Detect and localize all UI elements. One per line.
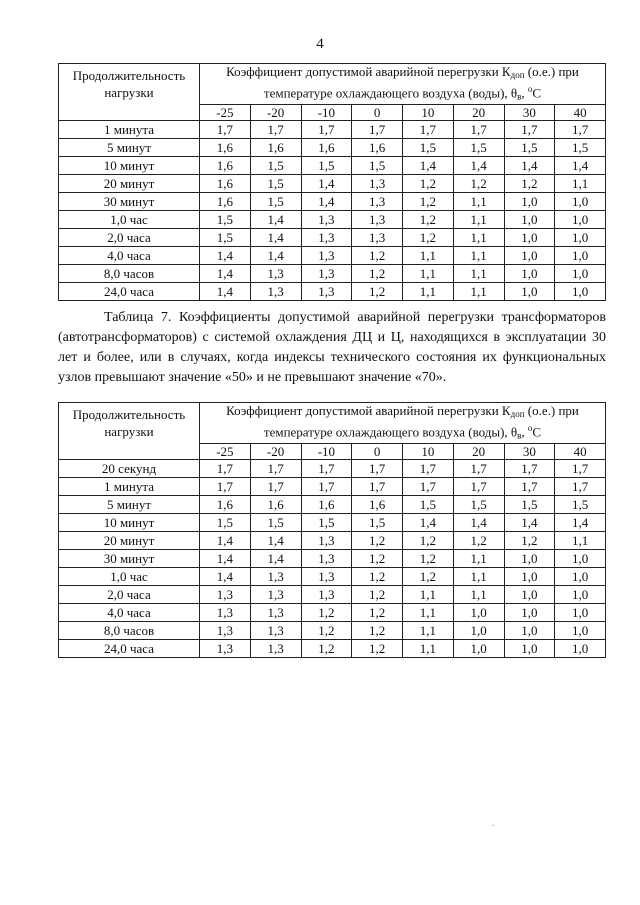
coefficient-cell: 1,3 <box>352 229 403 247</box>
coefficient-cell: 1,0 <box>504 283 555 301</box>
coefficient-cell: 1,6 <box>200 193 251 211</box>
coefficient-cell: 1,4 <box>504 157 555 175</box>
margin-mark: . <box>492 818 495 829</box>
duration-cell: 10 минут <box>59 514 200 532</box>
coefficient-cell: 1,3 <box>301 283 352 301</box>
coefficient-cell: 1,5 <box>301 514 352 532</box>
coefficient-cell: 1,2 <box>352 550 403 568</box>
table-row <box>59 622 606 640</box>
coefficient-cell: 1,4 <box>403 157 454 175</box>
coefficient-cell: 1,3 <box>200 586 251 604</box>
coefficient-cell: 1,2 <box>352 532 403 550</box>
coefficient-cell: 1,0 <box>504 568 555 586</box>
coefficient-cell: 1,3 <box>301 550 352 568</box>
coefficient-cell: 1,2 <box>504 532 555 550</box>
coefficient-cell: 1,4 <box>301 193 352 211</box>
coefficient-cell: 1,0 <box>555 586 606 604</box>
table-row <box>59 175 606 193</box>
table-body <box>59 121 606 301</box>
coefficient-cell: 1,5 <box>200 229 251 247</box>
coefficient-cell: 1,4 <box>200 283 251 301</box>
duration-cell: 20 секунд <box>59 460 200 478</box>
coefficient-cell: 1,1 <box>453 211 504 229</box>
coefficient-cell: 1,7 <box>250 478 301 496</box>
temperature-cell: -25 <box>200 444 251 460</box>
coefficient-cell: 1,5 <box>453 496 504 514</box>
coefficient-cell: 1,5 <box>250 193 301 211</box>
temperature-cell: 20 <box>453 444 504 460</box>
temperature-cell: 0 <box>352 105 403 121</box>
coefficient-cell: 1,5 <box>352 157 403 175</box>
duration-cell: 10 минут <box>59 157 200 175</box>
coefficient-cell: 1,0 <box>555 604 606 622</box>
coefficient-cell: 1,3 <box>250 586 301 604</box>
coefficient-cell: 1,0 <box>504 604 555 622</box>
table-row <box>59 211 606 229</box>
coefficient-cell: 1,0 <box>504 622 555 640</box>
table-row <box>59 247 606 265</box>
coefficient-cell: 1,2 <box>352 265 403 283</box>
coefficient-cell: 1,3 <box>301 229 352 247</box>
coefficient-cell: 1,6 <box>200 175 251 193</box>
coefficient-cell: 1,4 <box>250 532 301 550</box>
coefficient-cell: 1,5 <box>555 139 606 157</box>
coefficient-cell: 1,7 <box>200 460 251 478</box>
coefficient-cell: 1,4 <box>453 514 504 532</box>
coefficient-cell: 1,5 <box>200 514 251 532</box>
temperature-cell: 0 <box>352 444 403 460</box>
duration-cell: 1,0 час <box>59 211 200 229</box>
coefficient-cell: 1,1 <box>453 586 504 604</box>
table-row <box>59 550 606 568</box>
temperature-cell: 10 <box>403 444 454 460</box>
coefficient-cell: 1,2 <box>352 568 403 586</box>
coefficient-cell: 1,0 <box>555 622 606 640</box>
table-row <box>59 514 606 532</box>
coefficient-cell: 1,7 <box>301 460 352 478</box>
coefficient-cell: 1,4 <box>453 157 504 175</box>
coefficient-cell: 1,7 <box>453 460 504 478</box>
coefficient-cell: 1,7 <box>403 460 454 478</box>
temperature-cell: -25 <box>200 105 251 121</box>
table-row <box>59 640 606 658</box>
temperature-cell: 30 <box>504 444 555 460</box>
table-row <box>59 532 606 550</box>
coefficient-cell: 1,6 <box>200 496 251 514</box>
duration-cell: 4,0 часа <box>59 247 200 265</box>
coefficient-cell: 1,1 <box>403 265 454 283</box>
coefficient-cell: 1,6 <box>250 139 301 157</box>
table-row <box>59 283 606 301</box>
table-row <box>59 121 606 139</box>
temperature-cell: 40 <box>555 444 606 460</box>
coefficient-cell: 1,2 <box>352 283 403 301</box>
coefficient-cell: 1,3 <box>352 211 403 229</box>
coefficient-header: Коэффициент допустимой аварийной перегрузки $К_{доп}$ (о.е.) при температуре охлаждающего воздуха (воды), $\theta_в$, $^о$С <box>200 403 606 444</box>
coefficient-cell: 1,0 <box>555 193 606 211</box>
coefficient-cell: 1,3 <box>352 175 403 193</box>
coefficient-cell: 1,4 <box>555 157 606 175</box>
coefficient-cell: 1,0 <box>453 622 504 640</box>
duration-cell: 2,0 часа <box>59 586 200 604</box>
coefficient-cell: 1,2 <box>352 247 403 265</box>
coefficient-cell: 1,0 <box>555 247 606 265</box>
coefficient-cell: 1,3 <box>250 604 301 622</box>
coefficient-cell: 1,1 <box>453 568 504 586</box>
coefficient-cell: 1,7 <box>301 121 352 139</box>
coefficient-cell: 1,6 <box>200 157 251 175</box>
coefficient-cell: 1,0 <box>504 640 555 658</box>
table-row <box>59 139 606 157</box>
coefficient-cell: 1,0 <box>555 568 606 586</box>
coefficient-cell: 1,3 <box>301 247 352 265</box>
table-row <box>59 568 606 586</box>
coefficient-cell: 1,4 <box>250 229 301 247</box>
coefficient-cell: 1,0 <box>504 229 555 247</box>
temperature-cell: 20 <box>453 105 504 121</box>
coefficient-cell: 1,4 <box>250 247 301 265</box>
coefficient-cell: 1,4 <box>301 175 352 193</box>
coefficient-cell: 1,6 <box>352 496 403 514</box>
coefficient-cell: 1,4 <box>555 514 606 532</box>
table-row <box>59 460 606 478</box>
coefficient-cell: 1,5 <box>352 514 403 532</box>
coefficient-cell: 1,3 <box>200 622 251 640</box>
coefficient-cell: 1,0 <box>453 640 504 658</box>
temperature-cell: -10 <box>301 105 352 121</box>
coefficient-cell: 1,0 <box>504 550 555 568</box>
coefficient-cell: 1,2 <box>403 175 454 193</box>
temperature-cell: 30 <box>504 105 555 121</box>
coefficient-cell: 1,4 <box>200 247 251 265</box>
coefficient-cell: 1,4 <box>200 265 251 283</box>
coefficient-cell: 1,1 <box>403 586 454 604</box>
duration-cell: 2,0 часа <box>59 229 200 247</box>
duration-cell: 20 минут <box>59 175 200 193</box>
duration-cell: 30 минут <box>59 193 200 211</box>
coefficient-cell: 1,0 <box>453 604 504 622</box>
duration-cell: 4,0 часа <box>59 604 200 622</box>
coefficient-cell: 1,6 <box>301 496 352 514</box>
coefficient-cell: 1,7 <box>352 460 403 478</box>
coefficient-cell: 1,0 <box>555 550 606 568</box>
coefficient-cell: 1,0 <box>555 265 606 283</box>
coefficient-cell: 1,2 <box>301 622 352 640</box>
coefficient-cell: 1,5 <box>403 496 454 514</box>
duration-header: Продолжительность нагрузки <box>59 64 200 121</box>
table-row <box>59 265 606 283</box>
coefficient-cell: 1,5 <box>403 139 454 157</box>
coefficient-cell: 1,4 <box>200 532 251 550</box>
coefficient-cell: 1,3 <box>250 640 301 658</box>
coefficient-cell: 1,2 <box>403 193 454 211</box>
coefficient-cell: 1,1 <box>403 604 454 622</box>
coefficient-cell: 1,2 <box>403 550 454 568</box>
coefficient-cell: 1,2 <box>453 532 504 550</box>
coefficient-cell: 1,6 <box>352 139 403 157</box>
coefficient-cell: 1,2 <box>352 622 403 640</box>
coefficient-cell: 1,7 <box>504 478 555 496</box>
coefficient-cell: 1,7 <box>453 478 504 496</box>
coefficient-cell: 1,7 <box>352 478 403 496</box>
coefficient-cell: 1,7 <box>352 121 403 139</box>
coefficient-cell: 1,3 <box>250 622 301 640</box>
coefficient-cell: 1,1 <box>453 229 504 247</box>
coefficient-cell: 1,0 <box>504 193 555 211</box>
coefficient-cell: 1,3 <box>250 265 301 283</box>
coefficient-cell: 1,5 <box>453 139 504 157</box>
coefficient-cell: 1,0 <box>555 283 606 301</box>
duration-cell: 30 минут <box>59 550 200 568</box>
page-number: 4 <box>316 36 324 52</box>
coefficient-cell: 1,1 <box>403 247 454 265</box>
coefficient-cell: 1,1 <box>453 265 504 283</box>
coefficient-cell: 1,3 <box>250 283 301 301</box>
table-row <box>59 478 606 496</box>
temperature-cell: -20 <box>250 105 301 121</box>
duration-cell: 1 минута <box>59 478 200 496</box>
duration-cell: 5 минут <box>59 496 200 514</box>
coefficient-cell: 1,5 <box>504 496 555 514</box>
table-row <box>59 193 606 211</box>
table-7-caption: Таблица 7. Коэффициенты допустимой аварийной перегрузки трансформаторов (автотрансформаторов) с системой охлаждения ДЦ и Ц, находящихся в эксплуатации 30 лет и более, или в случаях, когда индексы технического состояния их функциональных узлов превышают значение «50» и не превышают значение «70». <box>58 310 606 385</box>
duration-cell: 24,0 часа <box>59 283 200 301</box>
table-row <box>59 229 606 247</box>
coefficient-cell: 1,4 <box>200 550 251 568</box>
coefficient-cell: 1,0 <box>555 211 606 229</box>
coefficient-cell: 1,7 <box>301 478 352 496</box>
coefficient-cell: 1,3 <box>250 568 301 586</box>
coefficient-cell: 1,3 <box>200 640 251 658</box>
coefficient-cell: 1,6 <box>301 139 352 157</box>
coefficient-cell: 1,6 <box>250 496 301 514</box>
coefficient-cell: 1,7 <box>403 478 454 496</box>
coefficient-cell: 1,0 <box>504 211 555 229</box>
coefficient-cell: 1,3 <box>301 586 352 604</box>
coefficient-cell: 1,5 <box>504 139 555 157</box>
coefficient-cell: 1,2 <box>301 604 352 622</box>
coefficient-cell: 1,7 <box>504 121 555 139</box>
coefficient-cell: 1,7 <box>504 460 555 478</box>
table-row <box>59 157 606 175</box>
coefficient-cell: 1,3 <box>301 532 352 550</box>
temperature-cell: -20 <box>250 444 301 460</box>
coefficient-cell: 1,5 <box>301 157 352 175</box>
coefficient-cell: 1,7 <box>555 478 606 496</box>
coefficient-cell: 1,1 <box>453 550 504 568</box>
coefficient-cell: 1,7 <box>403 121 454 139</box>
coefficient-cell: 1,1 <box>555 532 606 550</box>
temperature-cell: 40 <box>555 105 606 121</box>
table-row <box>59 604 606 622</box>
duration-cell: 20 минут <box>59 532 200 550</box>
table-row <box>59 496 606 514</box>
coefficient-cell: 1,7 <box>250 121 301 139</box>
duration-cell: 8,0 часов <box>59 622 200 640</box>
coefficient-cell: 1,4 <box>250 550 301 568</box>
coefficient-cell: 1,2 <box>453 175 504 193</box>
coefficient-cell: 1,3 <box>301 265 352 283</box>
coefficient-cell: 1,1 <box>555 175 606 193</box>
coefficient-cell: 1,7 <box>555 121 606 139</box>
coefficient-cell: 1,2 <box>403 229 454 247</box>
coefficient-cell: 1,1 <box>453 283 504 301</box>
coefficient-cell: 1,7 <box>453 121 504 139</box>
coefficient-cell: 1,1 <box>403 283 454 301</box>
coefficient-cell: 1,5 <box>555 496 606 514</box>
coefficient-cell: 1,1 <box>403 640 454 658</box>
coefficient-cell: 1,2 <box>403 568 454 586</box>
duration-cell: 24,0 часа <box>59 640 200 658</box>
coefficient-cell: 1,2 <box>301 640 352 658</box>
coefficient-cell: 1,7 <box>200 121 251 139</box>
coefficient-cell: 1,2 <box>403 532 454 550</box>
temperature-cell: 10 <box>403 105 454 121</box>
coefficient-cell: 1,1 <box>403 622 454 640</box>
overload-table-2 <box>58 402 606 658</box>
table-body <box>59 460 606 658</box>
coefficient-cell: 1,7 <box>200 478 251 496</box>
coefficient-cell: 1,0 <box>555 229 606 247</box>
coefficient-cell: 1,2 <box>504 175 555 193</box>
coefficient-cell: 1,4 <box>200 568 251 586</box>
coefficient-cell: 1,0 <box>504 586 555 604</box>
duration-header: Продолжительность нагрузки <box>59 403 200 460</box>
coefficient-cell: 1,5 <box>250 157 301 175</box>
coefficient-cell: 1,4 <box>403 514 454 532</box>
coefficient-cell: 1,2 <box>352 586 403 604</box>
coefficient-cell: 1,0 <box>555 640 606 658</box>
coefficient-cell: 1,5 <box>200 211 251 229</box>
coefficient-cell: 1,4 <box>250 211 301 229</box>
coefficient-header: Коэффициент допустимой аварийной перегрузки $К_{доп}$ (о.е.) при температуре охлаждающего воздуха (воды), $\theta_в$, $^о$С <box>200 64 606 105</box>
coefficient-cell: 1,7 <box>555 460 606 478</box>
coefficient-cell: 1,5 <box>250 175 301 193</box>
coefficient-cell: 1,1 <box>453 247 504 265</box>
coefficient-cell: 1,0 <box>504 247 555 265</box>
temperature-cell: -10 <box>301 444 352 460</box>
coefficient-cell: 1,3 <box>352 193 403 211</box>
coefficient-cell: 1,3 <box>301 568 352 586</box>
coefficient-cell: 1,3 <box>200 604 251 622</box>
coefficient-cell: 1,3 <box>301 211 352 229</box>
coefficient-cell: 1,6 <box>200 139 251 157</box>
coefficient-cell: 1,2 <box>403 211 454 229</box>
coefficient-cell: 1,4 <box>504 514 555 532</box>
table-row <box>59 586 606 604</box>
coefficient-cell: 1,5 <box>250 514 301 532</box>
duration-cell: 1 минута <box>59 121 200 139</box>
coefficient-cell: 1,7 <box>250 460 301 478</box>
duration-cell: 5 минут <box>59 139 200 157</box>
coefficient-cell: 1,1 <box>453 193 504 211</box>
coefficient-cell: 1,0 <box>504 265 555 283</box>
duration-cell: 8,0 часов <box>59 265 200 283</box>
duration-cell: 1,0 час <box>59 568 200 586</box>
coefficient-cell: 1,2 <box>352 640 403 658</box>
coefficient-cell: 1,2 <box>352 604 403 622</box>
overload-table-1 <box>58 63 606 301</box>
